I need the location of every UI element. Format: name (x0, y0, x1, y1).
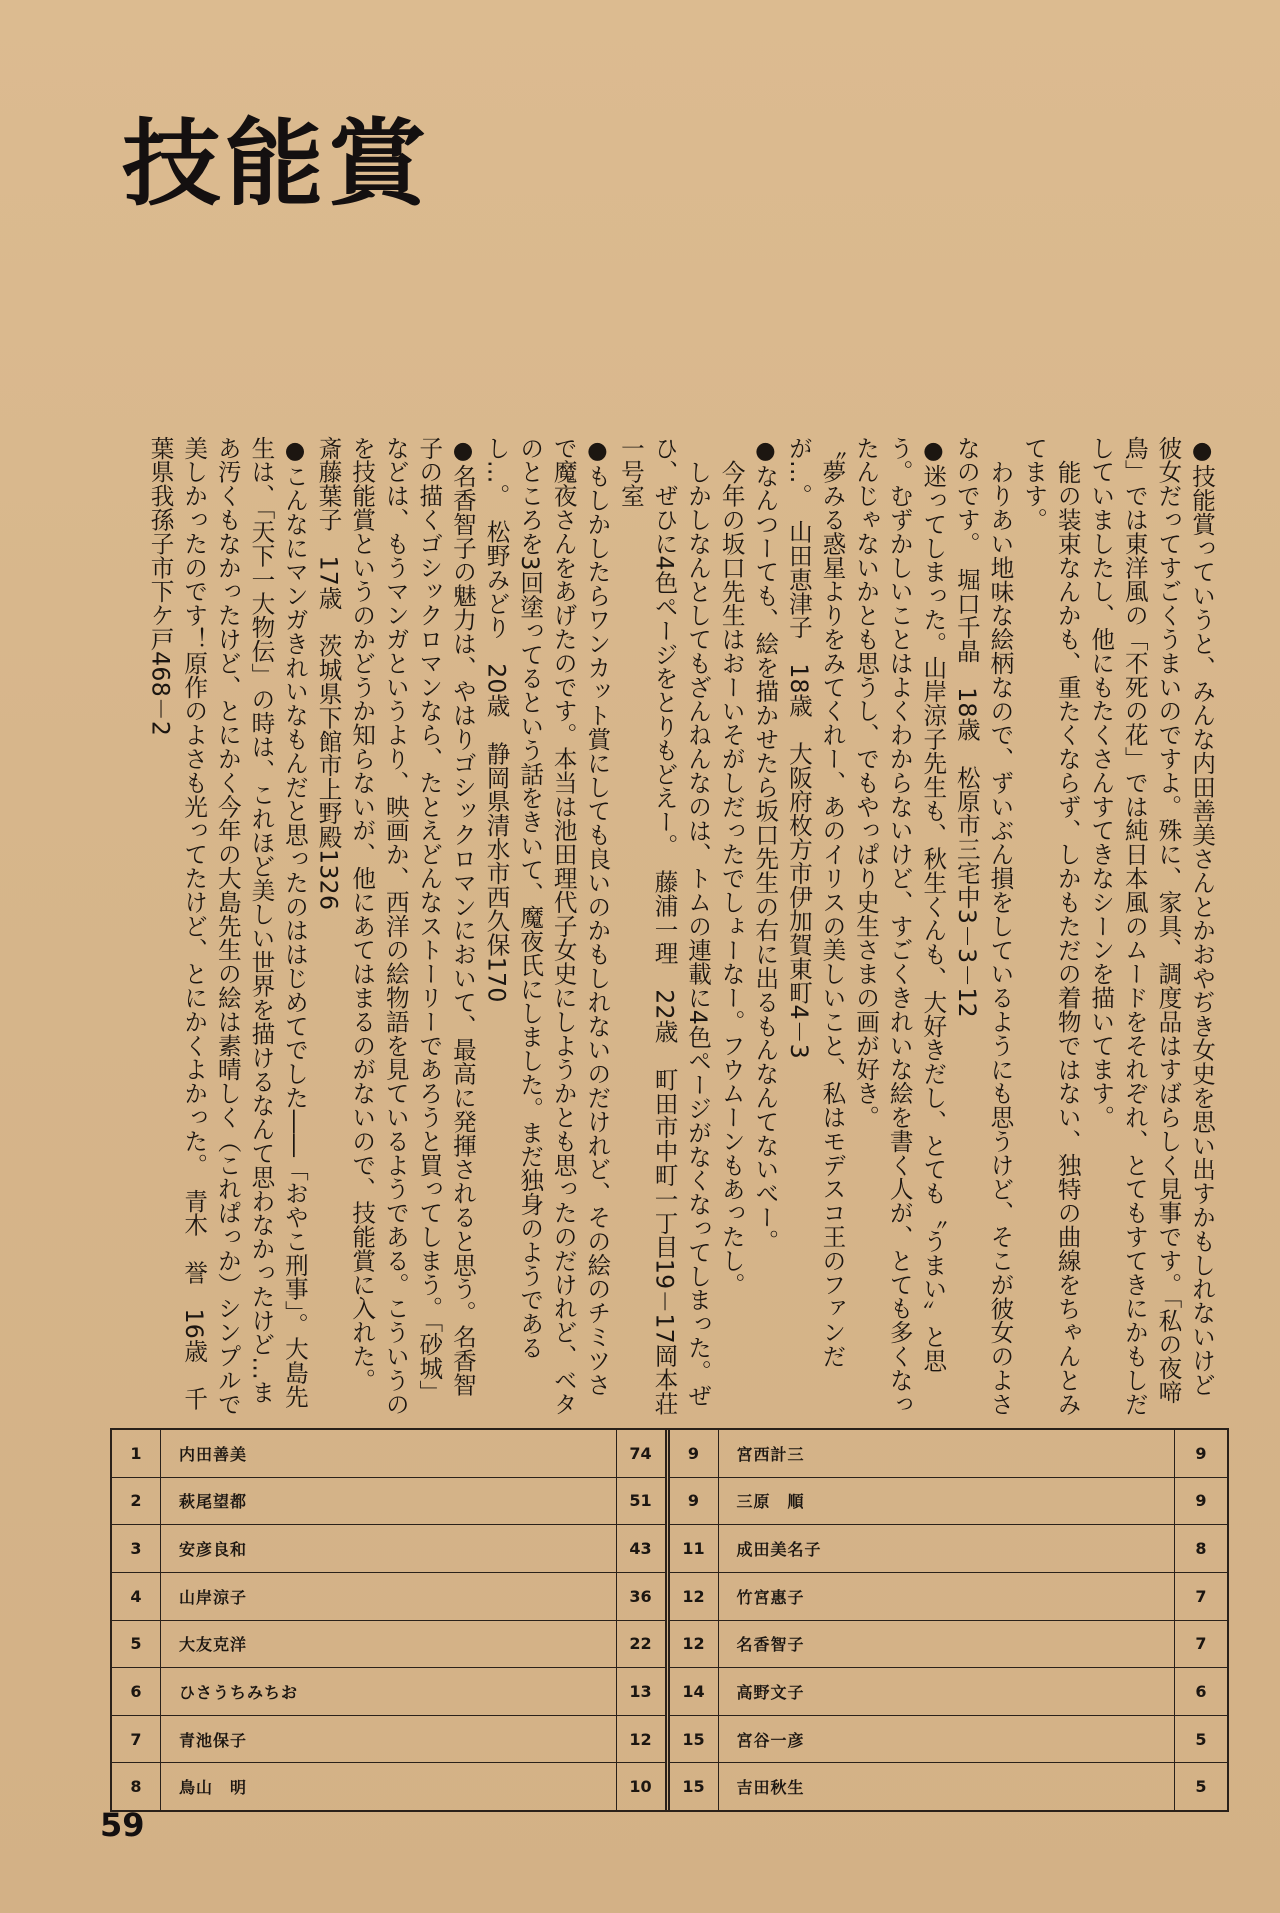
paragraph: わりあい地味な絵柄なので、ずいぶん損をしているようにも思うけど、そこが彼女のよさなのです。 堀口千晶 18歳 松原市三宅中3－3－12 (952, 436, 1015, 1416)
table-row (112, 1573, 665, 1621)
paragraph: ●なんつーても、絵を描かせたら坂口先生の右に出るもんなんてないべー。 (751, 436, 780, 1253)
rank-number: 1 (112, 1430, 161, 1477)
paragraph: しかしなんとしてもざんねんなのは、トムの連載に4色ページがなくなってしまった。ぜひ、ぜひに4色ページをとりもどえー。 藤浦一理 22歳 町田市中町一丁目19－17岡本荘一号室 (616, 436, 713, 1416)
artist-name: 内田善美 (179, 1444, 248, 1464)
table-row (112, 1621, 665, 1669)
table-row (670, 1668, 1228, 1716)
vote-count: 10 (616, 1763, 665, 1810)
artist-name: 吉田秋生 (736, 1778, 805, 1798)
artist-name: 竹宮惠子 (736, 1587, 805, 1607)
artist-name: 成田美名子 (736, 1540, 822, 1560)
paragraph: 〝夢みる惑星よりをみてくれー、あのイリスの美しいこと、私はモデスコ王のファンだが…。 山田恵津子 18歳 大阪府枚方市伊加賀東町4－3 (784, 436, 847, 1369)
rank-number: 2 (112, 1478, 161, 1525)
table-row (670, 1763, 1228, 1810)
paragraph: 能の装束なんかも、重たくならず、しかもただの着物ではない、独特の曲線をちゃんとみてます。 (1020, 436, 1082, 1416)
rank-number: 6 (112, 1668, 161, 1715)
table-row (670, 1621, 1228, 1669)
paragraph: ●こんなにマンガきれいなもんだと思ったのははじめてでした――「おやこ刑事」。大島先生は、「天下一大物伝」の時は、これほど美しい世界を描けるなんて思わなかったけど…まあ汚くもなかったけど、とにかく今年の大島先生の絵は素晴しく（これぱっか）シンプルで美しかったのです！原作のよさも光ってたけど、とにかくよかった。 青木 誉 16歳 千葉県我孫子市下ケ戸468－2 (146, 436, 309, 1416)
table-row (112, 1525, 665, 1573)
table-row (670, 1525, 1228, 1573)
vote-count: 43 (616, 1525, 665, 1572)
vote-count: 7 (1174, 1573, 1227, 1620)
artist-name: 山岸涼子 (179, 1587, 248, 1607)
table-row (670, 1430, 1228, 1478)
rank-number: 12 (670, 1621, 719, 1668)
rank-number: 12 (670, 1573, 719, 1620)
artist-name: 萩尾望都 (179, 1492, 248, 1512)
table-row (112, 1716, 665, 1764)
rank-number: 8 (112, 1763, 161, 1810)
paragraph: ●もしかしたらワンカット賞にしても良いのかもしれないのだけれど、その絵のチミツさで魔夜さんをあげたのです。本当は池田理代子女史にしようかとも思ったのだけれど、ベタのところを3回塗ってるという話をきいて、魔夜氏にしました。まだ独身のようであるし…。 松野みどり 20歳 静岡県清水市西久保170 (482, 436, 612, 1416)
rank-number: 7 (112, 1716, 161, 1763)
artist-name: 大友克洋 (179, 1635, 248, 1655)
ranking-column-left (112, 1430, 670, 1810)
table-row (112, 1430, 665, 1478)
rank-number: 14 (670, 1668, 719, 1715)
vote-count: 22 (616, 1621, 665, 1668)
artist-name: 名香智子 (736, 1635, 805, 1655)
section-title: 技能賞 (122, 110, 431, 219)
artist-name: 青池保子 (179, 1730, 248, 1750)
vote-count: 51 (616, 1478, 665, 1525)
ranking-table (110, 1428, 1229, 1812)
artist-name: 三原 順 (736, 1492, 805, 1512)
vote-count: 9 (1174, 1430, 1227, 1477)
vote-count: 9 (1174, 1478, 1227, 1525)
ranking-column-right (670, 1430, 1228, 1810)
rank-number: 15 (670, 1716, 719, 1763)
artist-name: 鳥山 明 (179, 1778, 248, 1798)
table-row (112, 1763, 665, 1810)
vote-count: 6 (1174, 1668, 1227, 1715)
vote-count: 5 (1174, 1763, 1227, 1810)
table-row (112, 1478, 665, 1526)
rank-number: 11 (670, 1525, 719, 1572)
artist-name: 宮西計三 (736, 1444, 805, 1464)
vote-count: 8 (1174, 1525, 1227, 1572)
table-row (112, 1668, 665, 1716)
rank-number: 5 (112, 1621, 161, 1668)
vote-count: 36 (616, 1573, 665, 1620)
table-row (670, 1573, 1228, 1621)
rank-number: 3 (112, 1525, 161, 1572)
paragraph: ●技能賞っていうと、みんな内田善美さんとかおやぢき女史を思い出すかもしれないけど彼女だってすごくうまいのですよ。殊に、家具、調度品はすばらしく見事です。「私の夜啼鳥」では東洋風の「不死の花」では純日本風のムードをそれぞれ、とてもすてきにかもしだしていましたし、他にもたくさんすてきなシーンを描いてます。 (1087, 436, 1216, 1416)
paragraph: 今年の坂口先生はおーいそがしだったでしょーなー。フウムーンもあったし。 (717, 459, 746, 1297)
paragraph: ●迷ってしまった。山岸涼子先生も、秋生くんも、大好きだし、とても〝うまい〟と思う。むずかしいことはよくわからないけど、すごくきれいな絵を書く人が、とても多くなったんじゃないかとも思うし、でもやっぱり史生さまの画が好き。 (852, 436, 948, 1416)
article-body (128, 436, 1218, 1416)
rank-number: 15 (670, 1763, 719, 1810)
artist-name: 高野文子 (736, 1682, 805, 1702)
vote-count: 13 (616, 1668, 665, 1715)
artist-name: ひさうちみちお (179, 1682, 299, 1702)
table-row (670, 1716, 1228, 1764)
table-row (670, 1478, 1228, 1526)
rank-number: 9 (670, 1478, 719, 1525)
rank-number: 4 (112, 1573, 161, 1620)
rank-number: 9 (670, 1430, 719, 1477)
vote-count: 74 (616, 1430, 665, 1477)
page-number: 59 (100, 1806, 145, 1844)
artist-name: 宮谷一彦 (736, 1730, 805, 1750)
paragraph: ●名香智子の魅力は、やはりゴシックロマンにおいて、最高に発揮されると思う。名香智子の描くゴシックロマンなら、たとえどんなストーリーであろうと買ってしまう。「砂城」などは、もうマンガというより、映画か、西洋の絵物語を見ているようである。こういうのを技能賞というのかどうか知らないが、他にあてはまるのがないので、技能賞に入れた。 斎藤葉子 17歳 茨城県下館市上野殿1326 (314, 436, 477, 1416)
vote-count: 12 (616, 1716, 665, 1763)
vote-count: 7 (1174, 1621, 1227, 1668)
artist-name: 安彦良和 (179, 1540, 248, 1560)
vote-count: 5 (1174, 1716, 1227, 1763)
